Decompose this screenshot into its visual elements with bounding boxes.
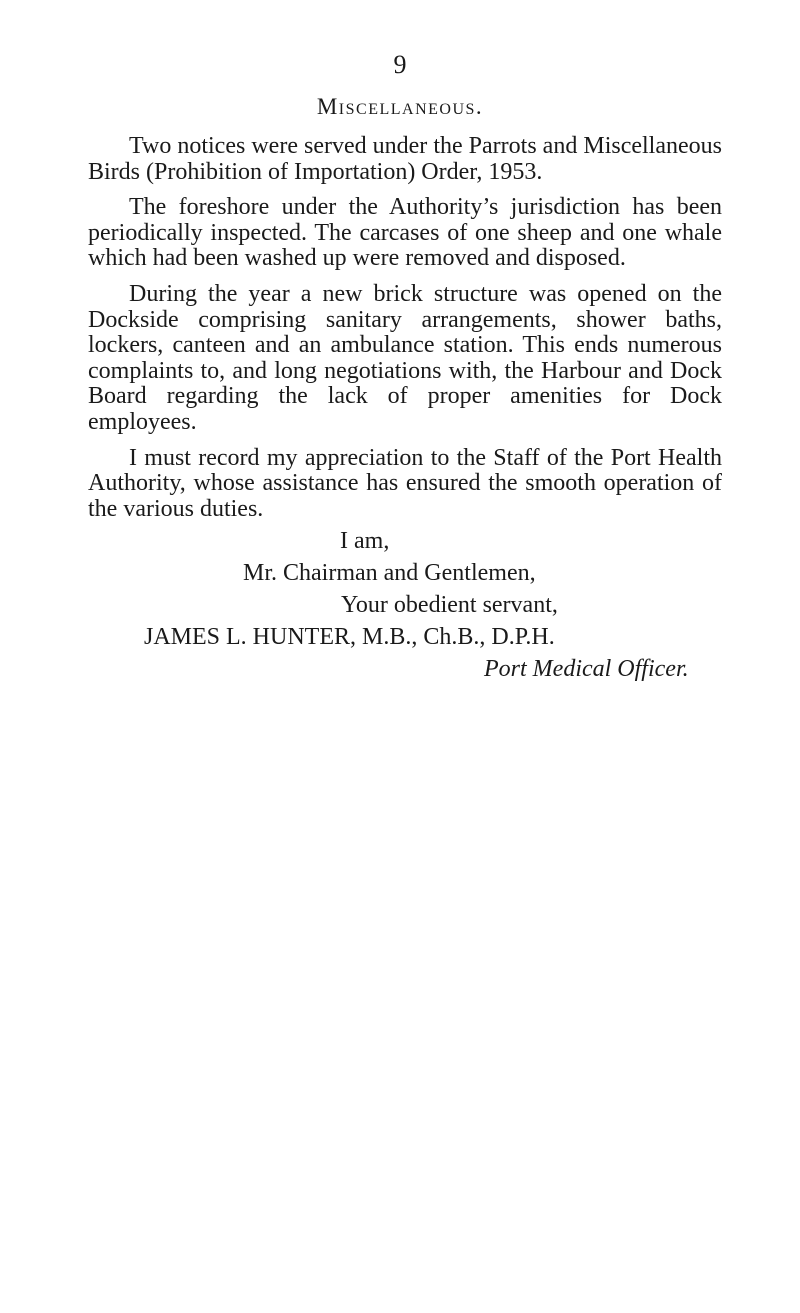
signature-name: JAMES L. HUNTER, M.B., Ch.B., D.P.H. — [144, 624, 555, 650]
body-text — [88, 134, 722, 532]
signature-title: Port Medical Officer. — [484, 656, 689, 682]
page-number: 9 — [393, 50, 407, 79]
paragraph-dockside-structure: During the year a new brick structure was opened on the Dockside comprising sanitary arrangements, shower baths, lockers, canteen and an ambulance station. This ends numerous complaints to, and long negotiations with, the Harbour and Dock Board regarding the lack of proper amenities for Dock employees. — [88, 280, 722, 435]
paragraph-foreshore: The foreshore under the Authority’s jurisdiction has been periodically inspected. The carcases of one sheep and one whale which had been washed up were removed and disposed. — [88, 194, 722, 272]
section-heading: Miscellaneous. — [316, 94, 484, 119]
closing-obedient-servant: Your obedient servant, — [341, 592, 558, 618]
paragraph-parrots-order: Two notices were served under the Parrots and Miscellaneous Birds (Prohibition of Importation) Order, 1953. — [88, 133, 722, 185]
closing-salutation: Mr. Chairman and Gentlemen, — [243, 560, 536, 586]
paragraph-appreciation: I must record my appreciation to the Staff of the Port Health Authority, whose assistance has ensured the smooth operation of the various duties. — [88, 444, 722, 522]
closing-i-am: I am, — [340, 528, 390, 554]
